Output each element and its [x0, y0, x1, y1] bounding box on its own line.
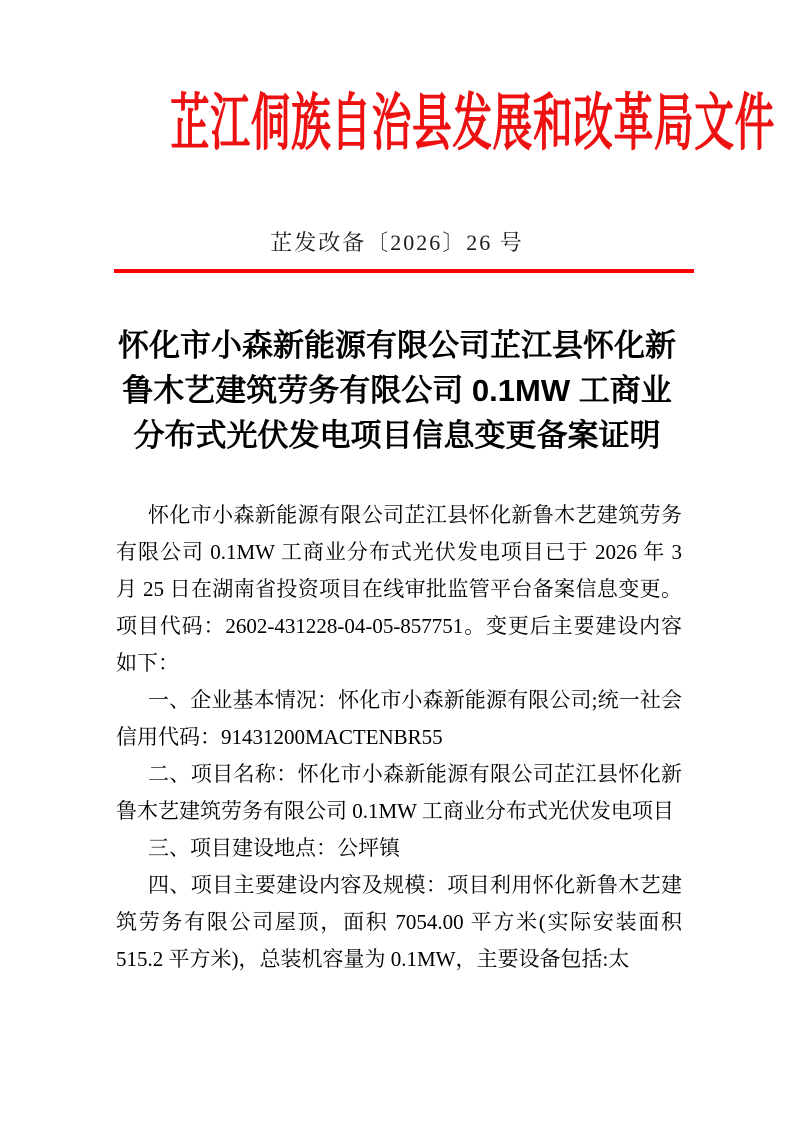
agency-header [0, 88, 794, 160]
red-divider-rule [114, 269, 694, 273]
body-paragraph-item-1: 一、企业基本情况：怀化市小森新能源有限公司;统一社会信用代码：91431200MACTENBR55 [116, 688, 682, 749]
document-body [116, 497, 682, 978]
document-title-line-3: 分布式光伏发电项目信息变更备案证明 [133, 418, 661, 453]
agency-header-text: 芷江侗族自治县发展和改革局文件 [170, 90, 775, 158]
body-paragraph-intro: 怀化市小森新能源有限公司芷江县怀化新鲁木艺建筑劳务有限公司 0.1MW 工商业分布式光伏发电项目已于 2026 年 3 月 25 日在湖南省投资项目在线审批监管平台备案信息变更。项目代码：2602-431228-04-05-857751。变更后主要建设内容如下： [116, 503, 682, 675]
body-paragraph-item-3: 三、项目建设地点：公坪镇 [148, 836, 400, 860]
document-title-line-2: 鲁木艺建筑劳务有限公司 0.1MW 工商业 [122, 373, 672, 408]
document-title-line-1: 怀化市小森新能源有限公司芷江县怀化新 [118, 328, 676, 363]
document-number: 芷发改备〔2026〕26 号 [270, 230, 524, 255]
body-paragraph-item-4: 四、项目主要建设内容及规模：项目利用怀化新鲁木艺建筑劳务有限公司屋顶，面积 7054.00 平方米(实际安装面积 515.2 平方米)，总装机容量为 0.1MW，主要设备包括:太 [116, 873, 682, 971]
body-paragraph-item-2: 二、项目名称：怀化市小森新能源有限公司芷江县怀化新鲁木艺建筑劳务有限公司 0.1MW 工商业分布式光伏发电项目 [116, 762, 682, 823]
document-title [87, 323, 707, 458]
